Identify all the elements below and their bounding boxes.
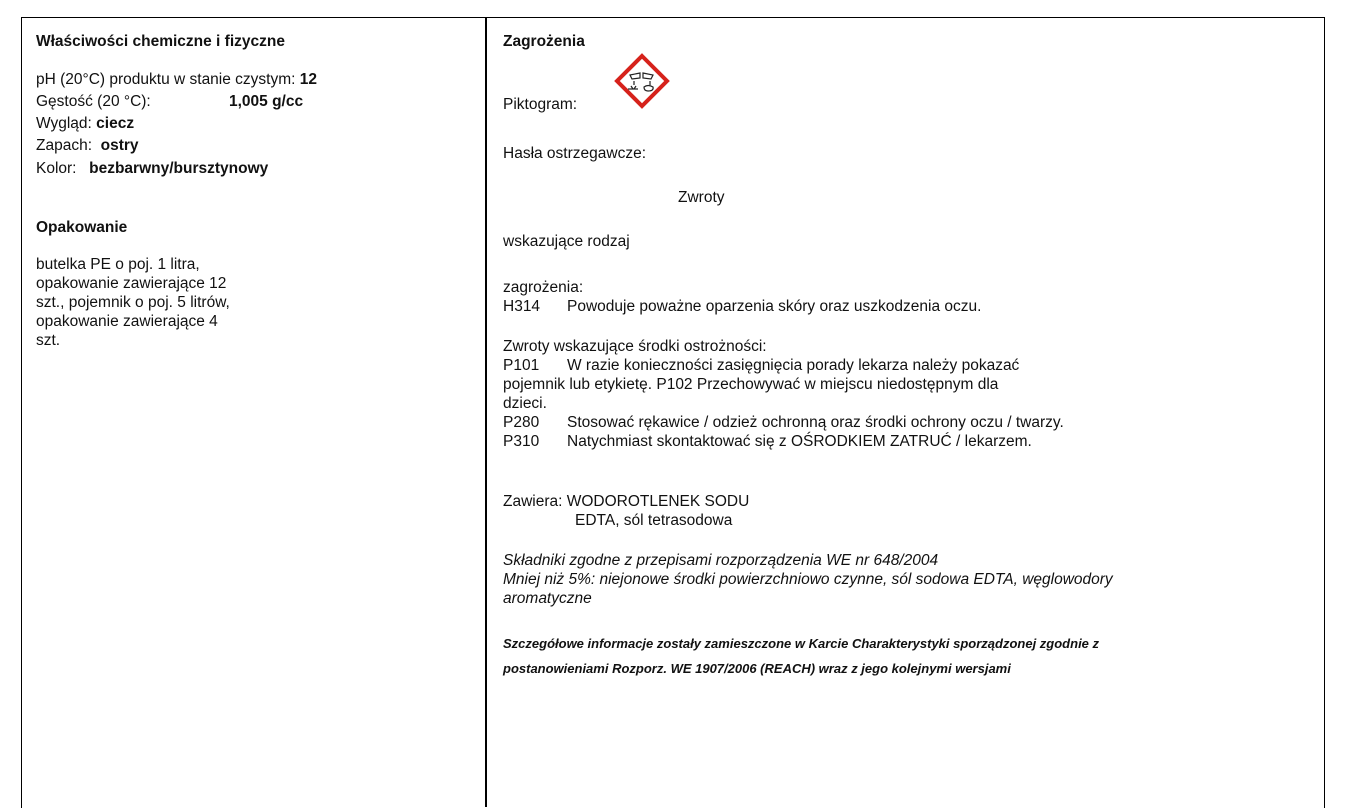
color-label: Kolor: — [36, 160, 86, 177]
column-divider — [485, 17, 487, 807]
odor-line — [36, 137, 139, 155]
h314-row — [503, 297, 981, 316]
density-value: 1,005 g/cc — [229, 93, 304, 110]
precaution-label: Zwroty wskazujące środki ostrożności: — [503, 338, 767, 355]
color-line — [36, 160, 268, 178]
ph-label: pH (20°C) produktu w stanie czystym: — [36, 71, 300, 88]
properties-heading: Właściwości chemiczne i fizyczne — [36, 33, 285, 50]
details-block — [503, 631, 1099, 681]
ph-line — [36, 71, 317, 89]
p101-text: W razie konieczności zasięgnięcia porady lekarza należy pokazać — [567, 357, 1020, 374]
packaging-line: butelka PE o poj. 1 litra, — [36, 256, 200, 273]
precautionary-statements — [503, 337, 1064, 451]
color-value: bezbarwny/bursztynowy — [89, 160, 269, 177]
density-label: Gęstość (20 °C): — [36, 93, 151, 110]
p101-continuation: pojemnik lub etykietę. P102 Przechowywać w miejscu niedostępnym dla — [503, 376, 999, 393]
phrases-label: Zwroty — [678, 189, 725, 206]
appearance-label: Wygląd: — [36, 115, 97, 132]
contains-line2: EDTA, sól tetrasodowa — [575, 512, 733, 529]
corrosion-pictogram-icon — [614, 53, 670, 109]
hazards-heading: Zagrożenia — [503, 33, 585, 50]
appearance-value: ciecz — [96, 115, 135, 132]
ingredients-line: aromatyczne — [503, 590, 592, 607]
p310-code: P310 — [503, 433, 540, 450]
p101-code: P101 — [503, 357, 540, 374]
hazard-label: zagrożenia: — [503, 279, 584, 296]
contains-label: Zawiera: WODOROTLENEK SODU — [503, 493, 750, 510]
appearance-line — [36, 115, 134, 133]
packaging-line: opakowanie zawierające 12 — [36, 275, 227, 292]
p102-continuation: dzieci. — [503, 395, 547, 412]
hazard-statements — [503, 278, 981, 316]
p280-code: P280 — [503, 414, 540, 431]
ph-value: 12 — [299, 71, 318, 88]
p310-text: Natychmiast skontaktować się z OŚRODKIEM ZATRUĆ / lekarzem. — [567, 433, 1032, 450]
p280-row — [503, 413, 1064, 432]
ingredients-line: Składniki zgodne z przepisami rozporządzenia WE nr 648/2004 — [503, 552, 939, 569]
odor-value: ostry — [100, 137, 139, 154]
packaging-line: szt. — [36, 332, 61, 349]
p101-row — [503, 356, 1064, 375]
packaging-heading: Opakowanie — [36, 219, 128, 236]
details-line: Szczegółowe informacje zostały zamieszczone w Karcie Charakterystyki sporządzonej zgodnie z — [503, 636, 1100, 651]
packaging-line: opakowanie zawierające 4 — [36, 313, 218, 330]
ingredients-block — [503, 551, 1113, 608]
packaging-line: szt., pojemnik o poj. 5 litrów, — [36, 294, 230, 311]
hazard-type-label: wskazujące rodzaj — [503, 233, 630, 250]
p280-text: Stosować rękawice / odzież ochronną oraz środki ochrony oczu / twarzy. — [567, 414, 1064, 431]
h314-code: H314 — [503, 298, 541, 315]
signal-word-label: Hasła ostrzegawcze: — [503, 145, 647, 162]
packaging-text — [36, 255, 230, 350]
pictogram-label: Piktogram: — [503, 96, 578, 113]
contains-block — [503, 492, 749, 530]
h314-text: Powoduje poważne oparzenia skóry oraz uszkodzenia oczu. — [567, 298, 982, 315]
p310-row — [503, 432, 1064, 451]
odor-label: Zapach: — [36, 137, 101, 154]
details-line: postanowieniami Rozporz. WE 1907/2006 (REACH) wraz z jego kolejnymi wersjami — [503, 661, 1011, 676]
ingredients-line: Mniej niż 5%: niejonowe środki powierzchniowo czynne, sól sodowa EDTA, węglowodory — [503, 571, 1113, 588]
